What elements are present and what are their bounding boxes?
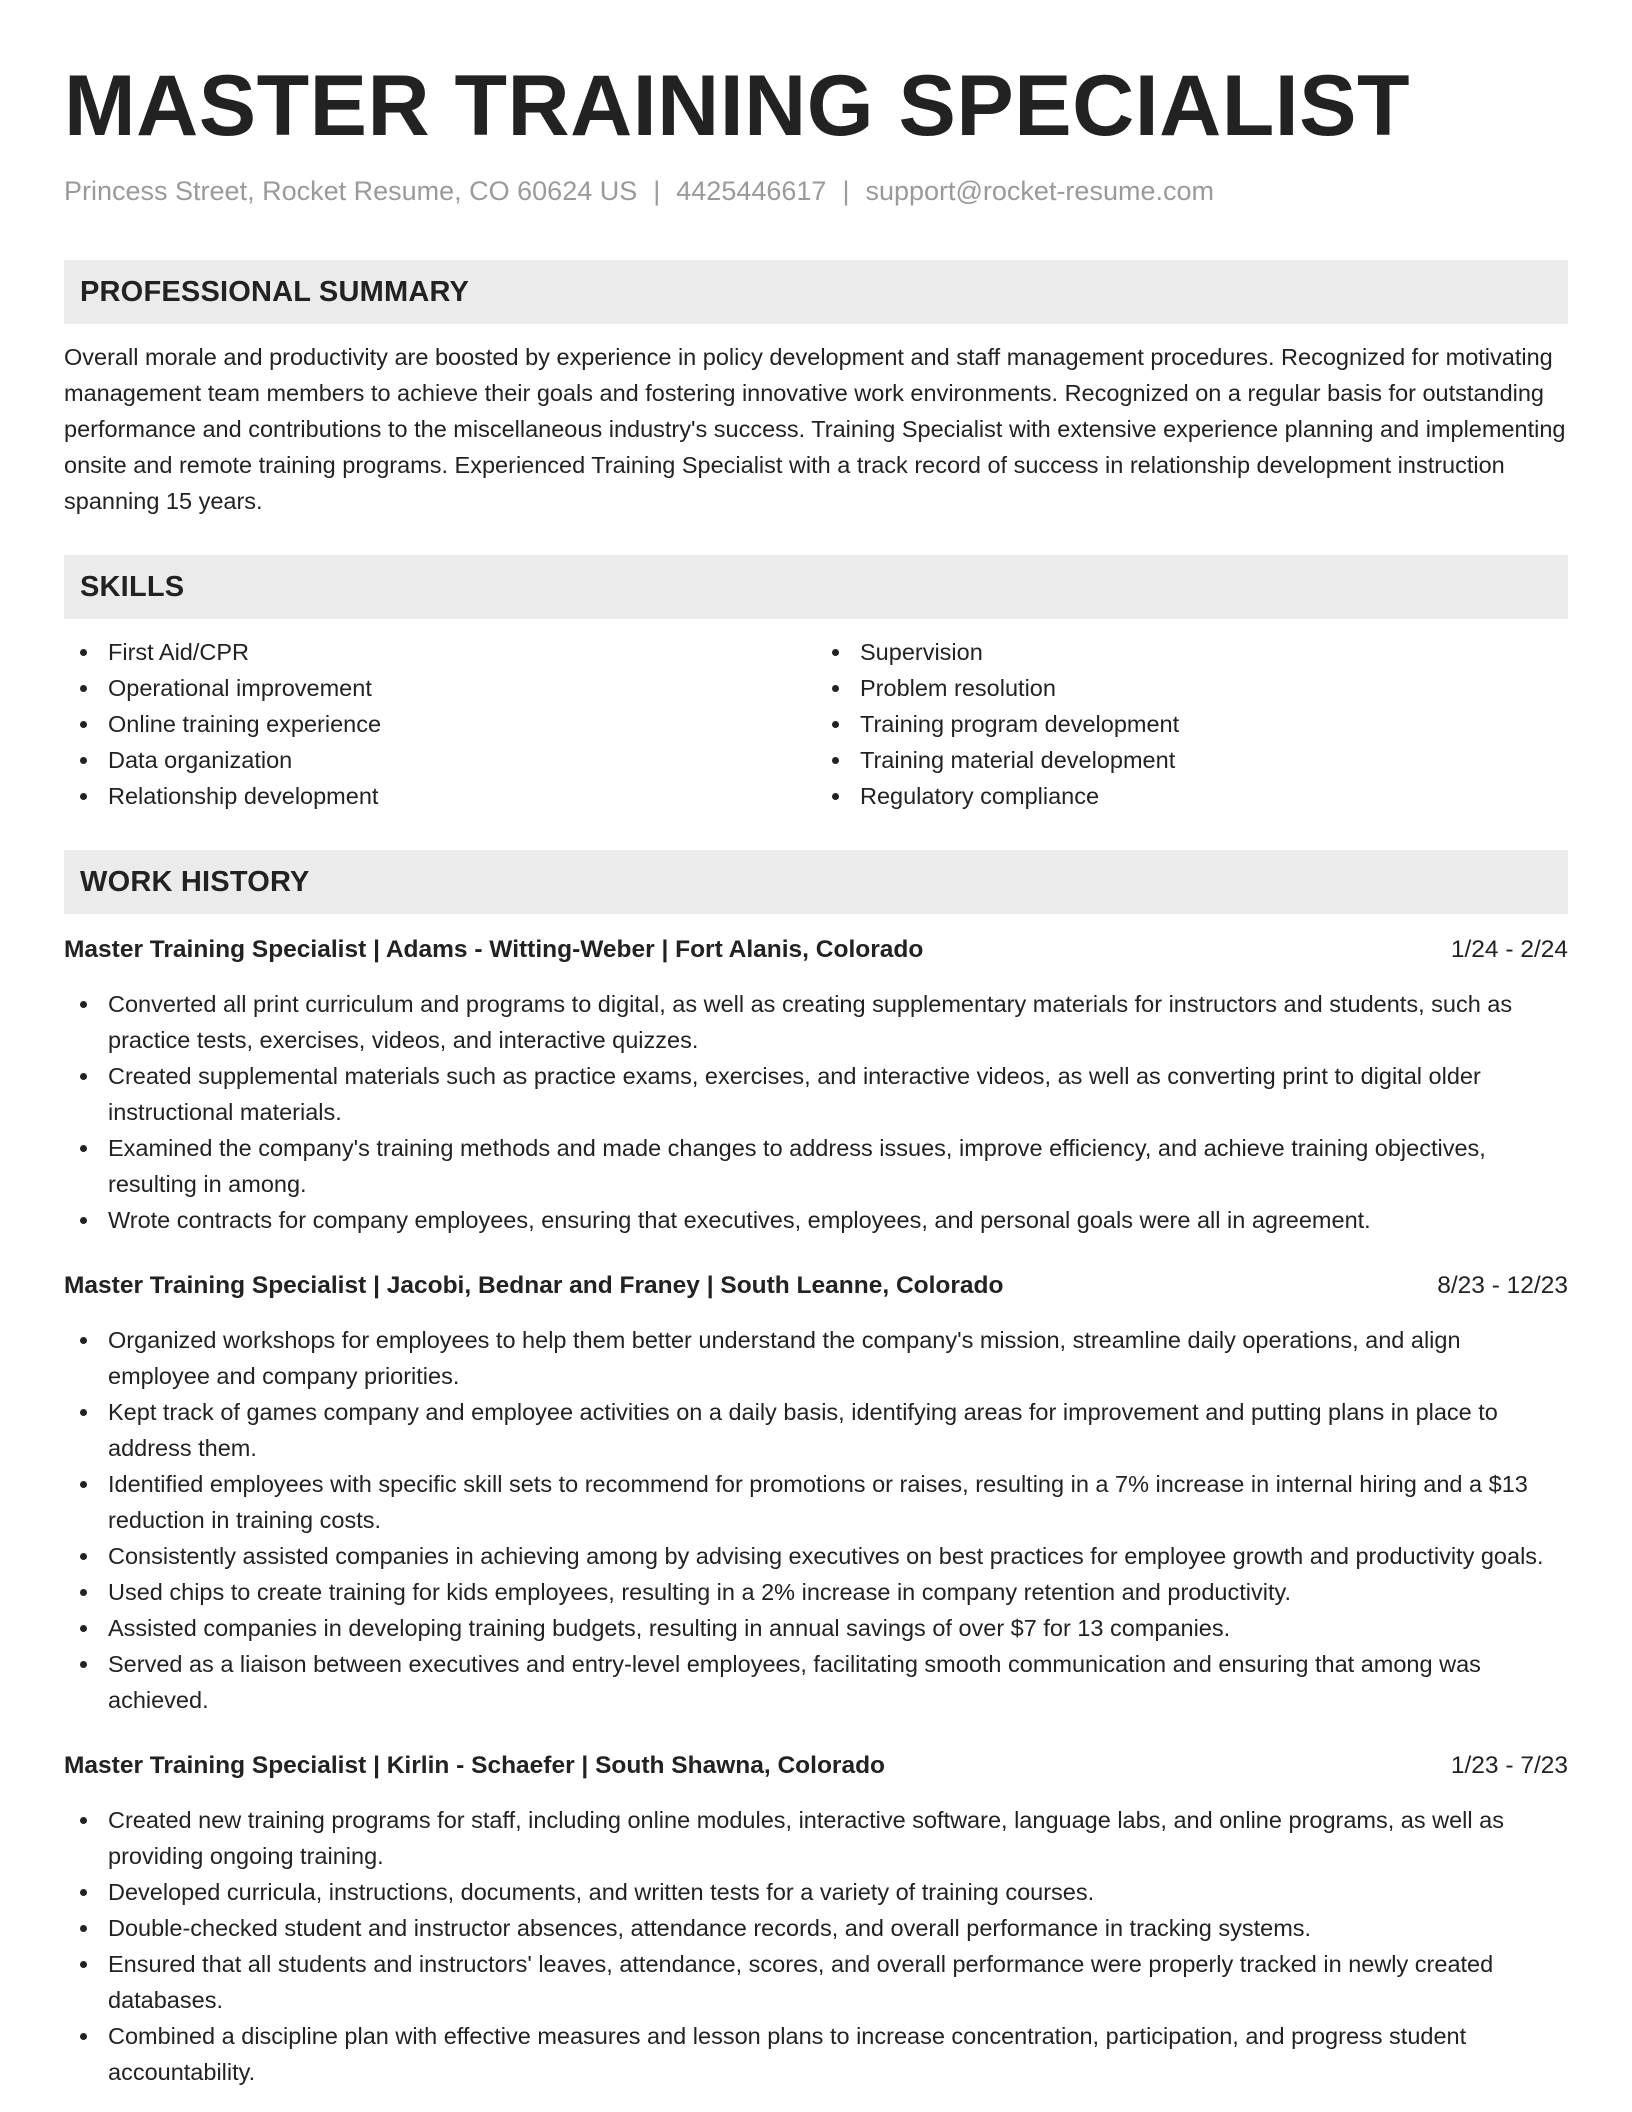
- job-bullets: [64, 1322, 1568, 1718]
- contact-separator: |: [842, 176, 850, 206]
- section-header-skills: SKILLS: [64, 555, 1568, 619]
- job-bullet: Kept track of games company and employee activities on a daily basis, identifying areas for improvement and putting plans in place to address them.: [64, 1394, 1568, 1466]
- job-title: Master Training Specialist | Kirlin - Schaefer | South Shawna, Colorado: [64, 1752, 886, 1779]
- job-entry: [64, 1268, 1568, 1718]
- job-bullet: Consistently assisted companies in achieving among by advising executives on best practices for employee growth and productivity goals.: [64, 1538, 1568, 1574]
- skill-item: Regulatory compliance: [816, 778, 1568, 814]
- job-bullet: Organized workshops for employees to help them better understand the company's mission, streamline daily operations, and align employee and company priorities.: [64, 1322, 1568, 1394]
- job-title: Master Training Specialist | Jacobi, Bednar and Franey | South Leanne, Colorado: [64, 1272, 1004, 1299]
- job-bullet: Created new training programs for staff, including online modules, interactive software, language labs, and online programs, as well as providing ongoing training.: [64, 1802, 1568, 1874]
- skills-list: [64, 634, 1568, 814]
- job-bullet: Combined a discipline plan with effective measures and lesson plans to increase concentration, participation, and progress student accountability.: [64, 2018, 1568, 2090]
- job-bullet: Served as a liaison between executives and entry-level employees, facilitating smooth communication and ensuring that among was achieved.: [64, 1646, 1568, 1718]
- job-bullet: Developed curricula, instructions, documents, and written tests for a variety of training courses.: [64, 1874, 1568, 1910]
- job-bullets: [64, 986, 1568, 1238]
- contact-line: [64, 174, 1568, 208]
- skill-item: Operational improvement: [64, 670, 816, 706]
- job-bullets: [64, 1802, 1568, 2090]
- section-header-summary: PROFESSIONAL SUMMARY: [64, 260, 1568, 324]
- summary-text: Overall morale and productivity are boosted by experience in policy development and staff management procedures. Recognized for motivating management team members to achieve their goals and fostering innovative work environments. Recognized on a regular basis for outstanding performance and contributions to the miscellaneous industry's success. Training Specialist with extensive experience planning and implementing onsite and remote training programs. Experienced Training Specialist with a track record of success in relationship development instruction spanning 15 years.: [64, 344, 1566, 514]
- job-bullet: Examined the company's training methods and made changes to address issues, improve efficiency, and achieve training objectives, resulting in among.: [64, 1130, 1568, 1202]
- job-entry: [64, 1748, 1568, 2090]
- skill-item: Training material development: [816, 742, 1568, 778]
- skill-item: Training program development: [816, 706, 1568, 742]
- job-header: [64, 1268, 1568, 1304]
- job-bullet: Identified employees with specific skill sets to recommend for promotions or raises, resulting in a 7% increase in internal hiring and a $13 reduction in training costs.: [64, 1466, 1568, 1538]
- job-entry: [64, 932, 1568, 1238]
- skill-item: Relationship development: [64, 778, 816, 814]
- job-bullet: Used chips to create training for kids employees, resulting in a 2% increase in company retention and productivity.: [64, 1574, 1568, 1610]
- skill-item: Problem resolution: [816, 670, 1568, 706]
- contact-email: support@rocket-resume.com: [865, 176, 1214, 206]
- section-header-work-history: WORK HISTORY: [64, 850, 1568, 914]
- job-bullet: Ensured that all students and instructors' leaves, attendance, scores, and overall performance were properly tracked in newly created databases.: [64, 1946, 1568, 2018]
- skills-column-right: [816, 634, 1568, 814]
- job-dates: 1/24 - 2/24: [1450, 936, 1568, 963]
- contact-phone: 4425446617: [676, 176, 827, 206]
- job-bullet: Assisted companies in developing training budgets, resulting in annual savings of over $7 for 13 companies.: [64, 1610, 1568, 1646]
- job-dates: 1/23 - 7/23: [1450, 1752, 1568, 1779]
- skill-item: First Aid/CPR: [64, 634, 816, 670]
- job-header: [64, 932, 1568, 968]
- job-bullet: Wrote contracts for company employees, ensuring that executives, employees, and personal goals were all in agreement.: [64, 1202, 1568, 1238]
- job-bullet: Converted all print curriculum and programs to digital, as well as creating supplementary materials for instructors and students, such as practice tests, exercises, videos, and interactive quizzes.: [64, 986, 1568, 1058]
- contact-separator: |: [653, 176, 661, 206]
- job-bullet: Created supplemental materials such as practice exams, exercises, and interactive videos, as well as converting print to digital older instructional materials.: [64, 1058, 1568, 1130]
- skill-item: Online training experience: [64, 706, 816, 742]
- job-bullet: Double-checked student and instructor absences, attendance records, and overall performance in tracking systems.: [64, 1910, 1568, 1946]
- job-dates: 8/23 - 12/23: [1437, 1272, 1568, 1299]
- skill-item: Data organization: [64, 742, 816, 778]
- job-title: Master Training Specialist | Adams - Witting-Weber | Fort Alanis, Colorado: [64, 936, 924, 963]
- skill-item: Supervision: [816, 634, 1568, 670]
- resume-name: MASTER TRAINING SPECIALIST: [64, 58, 1411, 154]
- job-header: [64, 1748, 1568, 1784]
- contact-address: Princess Street, Rocket Resume, CO 60624 US: [64, 176, 638, 206]
- skills-column-left: [64, 634, 816, 814]
